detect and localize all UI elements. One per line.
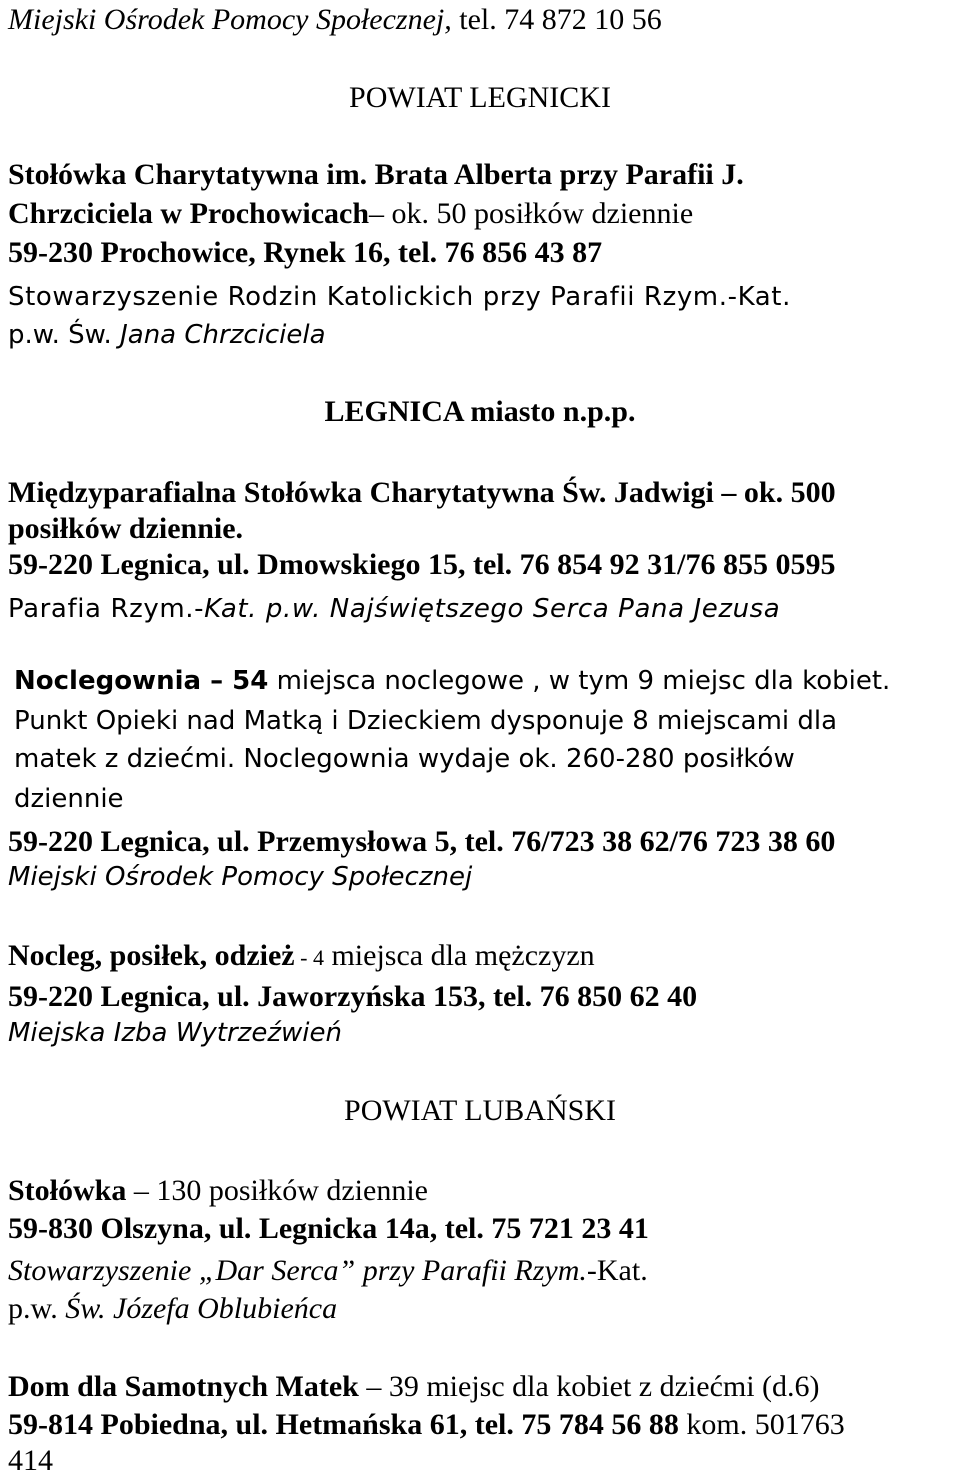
text-segment: Chrzciciela w Prochowicach [8,197,370,230]
text-segment: 59-814 Pobiedna, ul. Hetmańska 61, tel. 75 784 56 88 [8,1408,679,1441]
text-segment: miejsca noclegowe , w tym 9 miejsc dla kobiet. [268,666,891,696]
text-segment: p.w. Św. [8,320,112,350]
text-line: posiłków dziennie. [8,512,244,545]
text-line: dziennie [14,784,124,814]
text-segment: tel. 74 872 10 56 [451,3,662,36]
text-line [8,1410,845,1440]
text-segment: – 130 posiłków dziennie [126,1174,428,1207]
text-line [8,1256,648,1286]
text-line: Stołówka Charytatywna im. Brata Alberta przy Parafii J. [8,158,744,191]
text-line: 59-220 Legnica, ul. Przemysłowa 5, tel. 76/723 38 62/76 723 38 60 [8,825,836,858]
text-line [8,1294,337,1324]
text-segment: Kat. p.w. Najświętszego Serca Pana Jezusa [204,594,781,624]
text-segment: Noclegownia – 54 [14,666,269,696]
section-heading-legnica: LEGNICA miasto n.p.p. [324,395,636,428]
text-line: Międzyparafialna Stołówka Charytatywna Św. Jadwigi – ok. 500 [8,476,836,509]
text-segment: Św. Józefa Oblubieńca [57,1292,338,1325]
section-heading-powiat-legnicki: POWIAT LEGNICKI [349,81,611,114]
text-line [8,322,326,348]
text-line: 59-830 Olszyna, ul. Legnicka 14a, tel. 75 721 23 41 [8,1212,649,1245]
text-segment: - 4 [294,945,324,970]
text-segment: Parafia Rzym.- [8,594,205,624]
text-line: matek z dziećmi. Noclegownia wydaje ok. 260-280 posiłków [14,744,795,774]
text-segment: miejsca dla mężczyzn [323,939,595,972]
text-segment: Stowarzyszenie „Dar Serca” przy Parafii Rzym. [8,1254,587,1287]
text-segment: – 39 miejsc dla kobiet z dziećmi (d.6) [358,1370,820,1403]
text-line: Punkt Opieki nad Matką i Dzieckiem dysponuje 8 miejscami dla [14,706,838,736]
text-segment: Jana Chrzciciela [111,320,326,350]
section-heading-powiat-lubanski: POWIAT LUBAŃSKI [344,1094,616,1127]
text-line: 414 [8,1444,53,1477]
text-segment: -Kat. [586,1254,648,1287]
text-line [14,668,890,694]
text-segment: – ok. 50 posiłków dziennie [369,197,694,230]
text-line [8,1372,820,1402]
text-line: 59-220 Legnica, ul. Dmowskiego 15, tel. 76 854 92 31/76 855 0595 [8,548,836,581]
text-segment: Stołówka [8,1174,127,1207]
text-segment: kom. 501763 [678,1408,845,1441]
text-line [8,199,693,229]
text-line [8,941,595,971]
text-line: 59-230 Prochowice, Rynek 16, tel. 76 856 43 87 [8,236,603,269]
text-line: Miejski Ośrodek Pomocy Społecznej [8,862,473,892]
text-line: Stowarzyszenie Rodzin Katolickich przy Parafii Rzym.-Kat. [8,282,791,312]
text-line [8,1176,428,1206]
text-line [8,596,780,622]
text-line: Miejska Izba Wytrzeźwień [8,1018,342,1048]
text-segment: p.w. [8,1292,58,1325]
text-segment: Miejski Ośrodek Pomocy Społecznej, [8,3,452,36]
text-segment: Nocleg, posiłek, odzież [8,939,295,972]
text-segment: Dom dla Samotnych Matek [8,1370,359,1403]
text-line [8,5,662,35]
text-line: 59-220 Legnica, ul. Jaworzyńska 153, tel. 76 850 62 40 [8,980,698,1013]
